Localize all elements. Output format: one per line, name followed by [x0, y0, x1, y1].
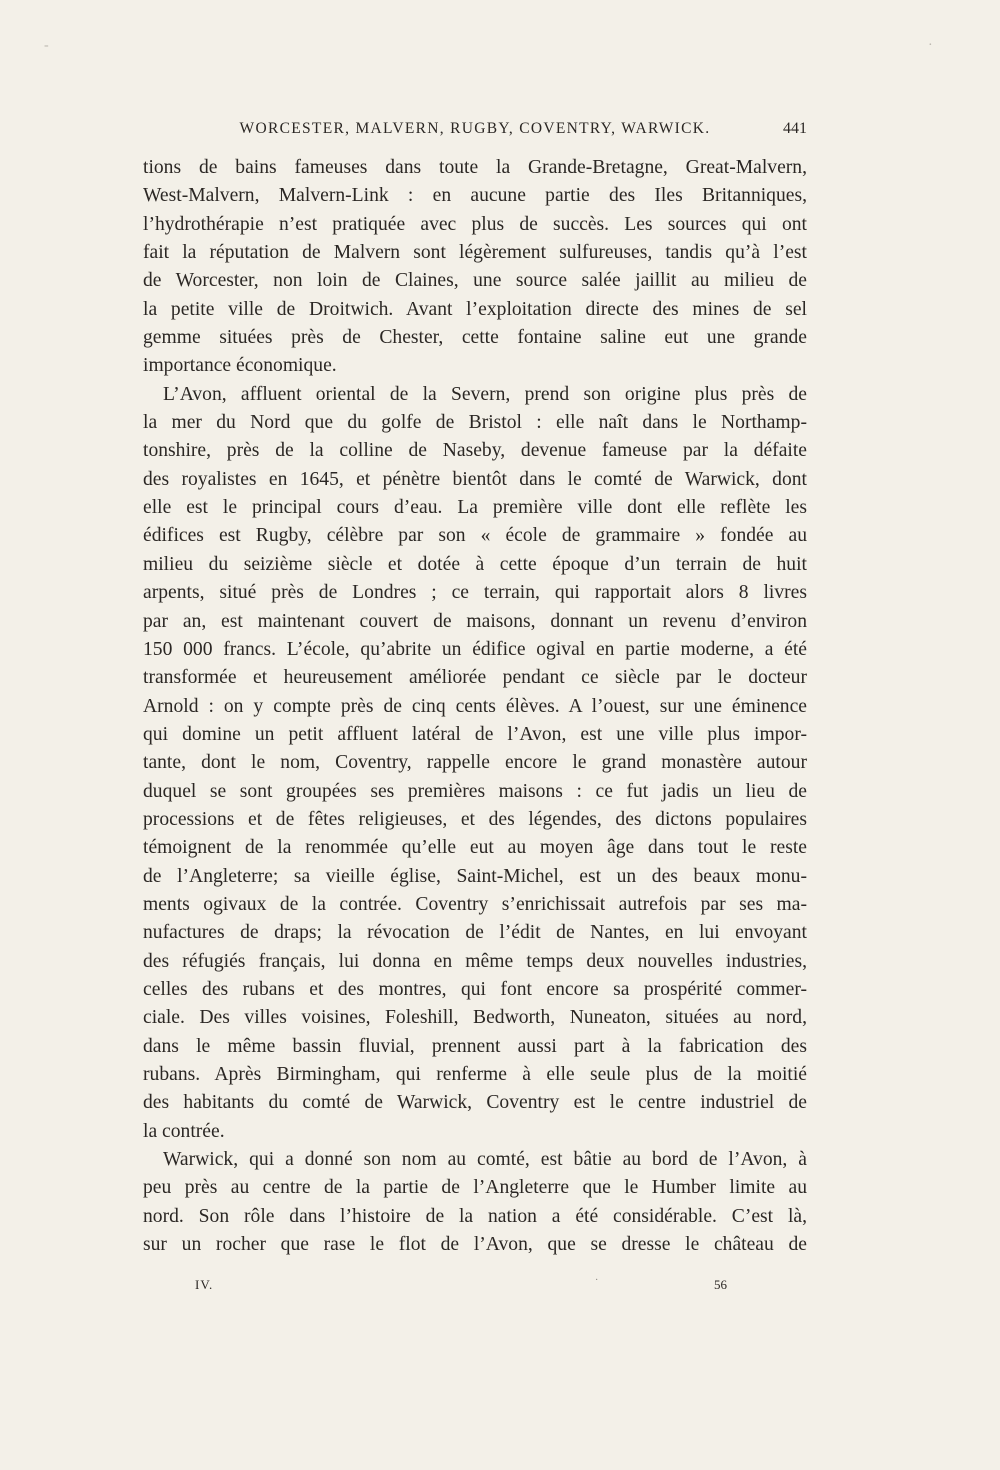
text-line: gemme situées près de Chester, cette fontaine saline eut une grande [143, 327, 807, 349]
text-line: tante, dont le nom, Coventry, rappelle encore le grand monastère autour [143, 752, 807, 774]
text-line: arpents, situé près de Londres ; ce terrain, qui rapportait alors 8 livres [143, 582, 807, 604]
text-line: édifices est Rugby, célèbre par son « école de grammaire » fondée au [143, 525, 807, 547]
text-line: milieu du seizième siècle et dotée à cette époque d’un terrain de huit [143, 553, 807, 575]
footer-dot: · [595, 1275, 599, 1286]
text-line: West-Malvern, Malvern-Link : en aucune partie des Iles Britanniques, [143, 185, 807, 207]
signature-mark: IV. [195, 1277, 214, 1292]
text-line: dans le même bassin fluvial, prennent aussi part à la fabrication des [143, 1035, 807, 1057]
text-line: par an, est maintenant couvert de maisons, donnant un revenu d’environ [143, 610, 807, 632]
text-line: qui domine un petit affluent latéral de l’Avon, est une ville plus impor- [143, 723, 807, 745]
page-footer [143, 1277, 807, 1297]
text-line: des réfugiés français, lui donna en même temps deux nouvelles industries, [143, 950, 807, 972]
page-number: 441 [783, 120, 807, 137]
text-line: tonshire, près de la colline de Naseby, devenue fameuse par la défaite [143, 440, 807, 462]
text-line: fait la réputation de Malvern sont légèrement sulfureuses, tandis qu’à l’est [143, 242, 807, 264]
text-line: peu près au centre de la partie de l’Angleterre que le Humber limite au [143, 1177, 807, 1199]
text-line: rubans. Après Birmingham, qui renferme à elle seule plus de la moitié [143, 1064, 807, 1085]
text-line: duquel se sont groupées ses premières maisons : ce fut jadis un lieu de [143, 780, 807, 802]
text-line: tions de bains fameuses dans toute la Grande-Bretagne, Great-Malvern, [143, 157, 807, 178]
text-line: sur un rocher que rase le flot de l’Avon, que se dresse le château de [143, 1234, 807, 1256]
text-line: de Worcester, non loin de Claines, une source salée jaillit au milieu de [143, 270, 807, 292]
text-line: ciale. Des villes voisines, Foleshill, Bedworth, Nuneaton, situées au nord, [143, 1007, 807, 1029]
text-line: importance économique. [143, 355, 337, 377]
text-line: des habitants du comté de Warwick, Coventry est le centre industriel de [143, 1092, 807, 1114]
text-line: des royalistes en 1645, et pénètre bientôt dans le comté de Warwick, dont [143, 468, 807, 490]
text-line: la contrée. [143, 1120, 225, 1142]
text-line: l’hydrothérapie n’est pratiquée avec plus de succès. Les sources qui ont [143, 213, 807, 235]
scan-mark: · [928, 38, 933, 53]
text-line: transformée et heureusement améliorée pendant ce siècle par le docteur [143, 667, 807, 689]
text-line: elle est le principal cours d’eau. La première ville dont elle reflète les [143, 497, 807, 519]
text-line: la petite ville de Droitwich. Avant l’exploitation directe des mines de sel [143, 298, 807, 320]
text-line: celles des rubans et des montres, qui font encore sa prospérité commer- [143, 978, 807, 1000]
text-line: nufactures de draps; la révocation de l’édit de Nantes, en lui envoyant [143, 922, 807, 944]
text-line: processions et de fêtes religieuses, et des légendes, des dictons populaires [143, 808, 807, 830]
running-title: WORCESTER, MALVERN, RUGBY, COVENTRY, WARWICK. [239, 120, 711, 137]
text-line: la mer du Nord que du golfe de Bristol : elle naît dans le Northamp- [143, 412, 807, 434]
text-line: L’Avon, affluent oriental de la Severn, prend son origine plus près de [163, 383, 807, 405]
text-line: Arnold : on y compte près de cinq cents élèves. A l’ouest, sur une éminence [143, 695, 807, 717]
text-line: nord. Son rôle dans l’histoire de la nation a été considérable. C’est là, [143, 1205, 807, 1227]
text-line: Warwick, qui a donné son nom au comté, est bâtie au bord de l’Avon, à [163, 1149, 807, 1171]
sheet-number: 56 [714, 1277, 727, 1292]
text-line: ments ogivaux de la contrée. Coventry s’enrichissait autrefois par ses ma- [143, 893, 807, 915]
body-text [143, 154, 807, 1259]
scan-mark: - [44, 38, 49, 53]
text-line: témoignent de la renommée qu’elle eut au moyen âge dans tout le reste [143, 837, 807, 859]
text-line: 150 000 francs. L’école, qu’abrite un édifice ogival en partie moderne, a été [143, 638, 807, 660]
running-header [143, 118, 807, 142]
text-line: de l’Angleterre; sa vieille église, Saint-Michel, est un des beaux monu- [143, 865, 807, 887]
